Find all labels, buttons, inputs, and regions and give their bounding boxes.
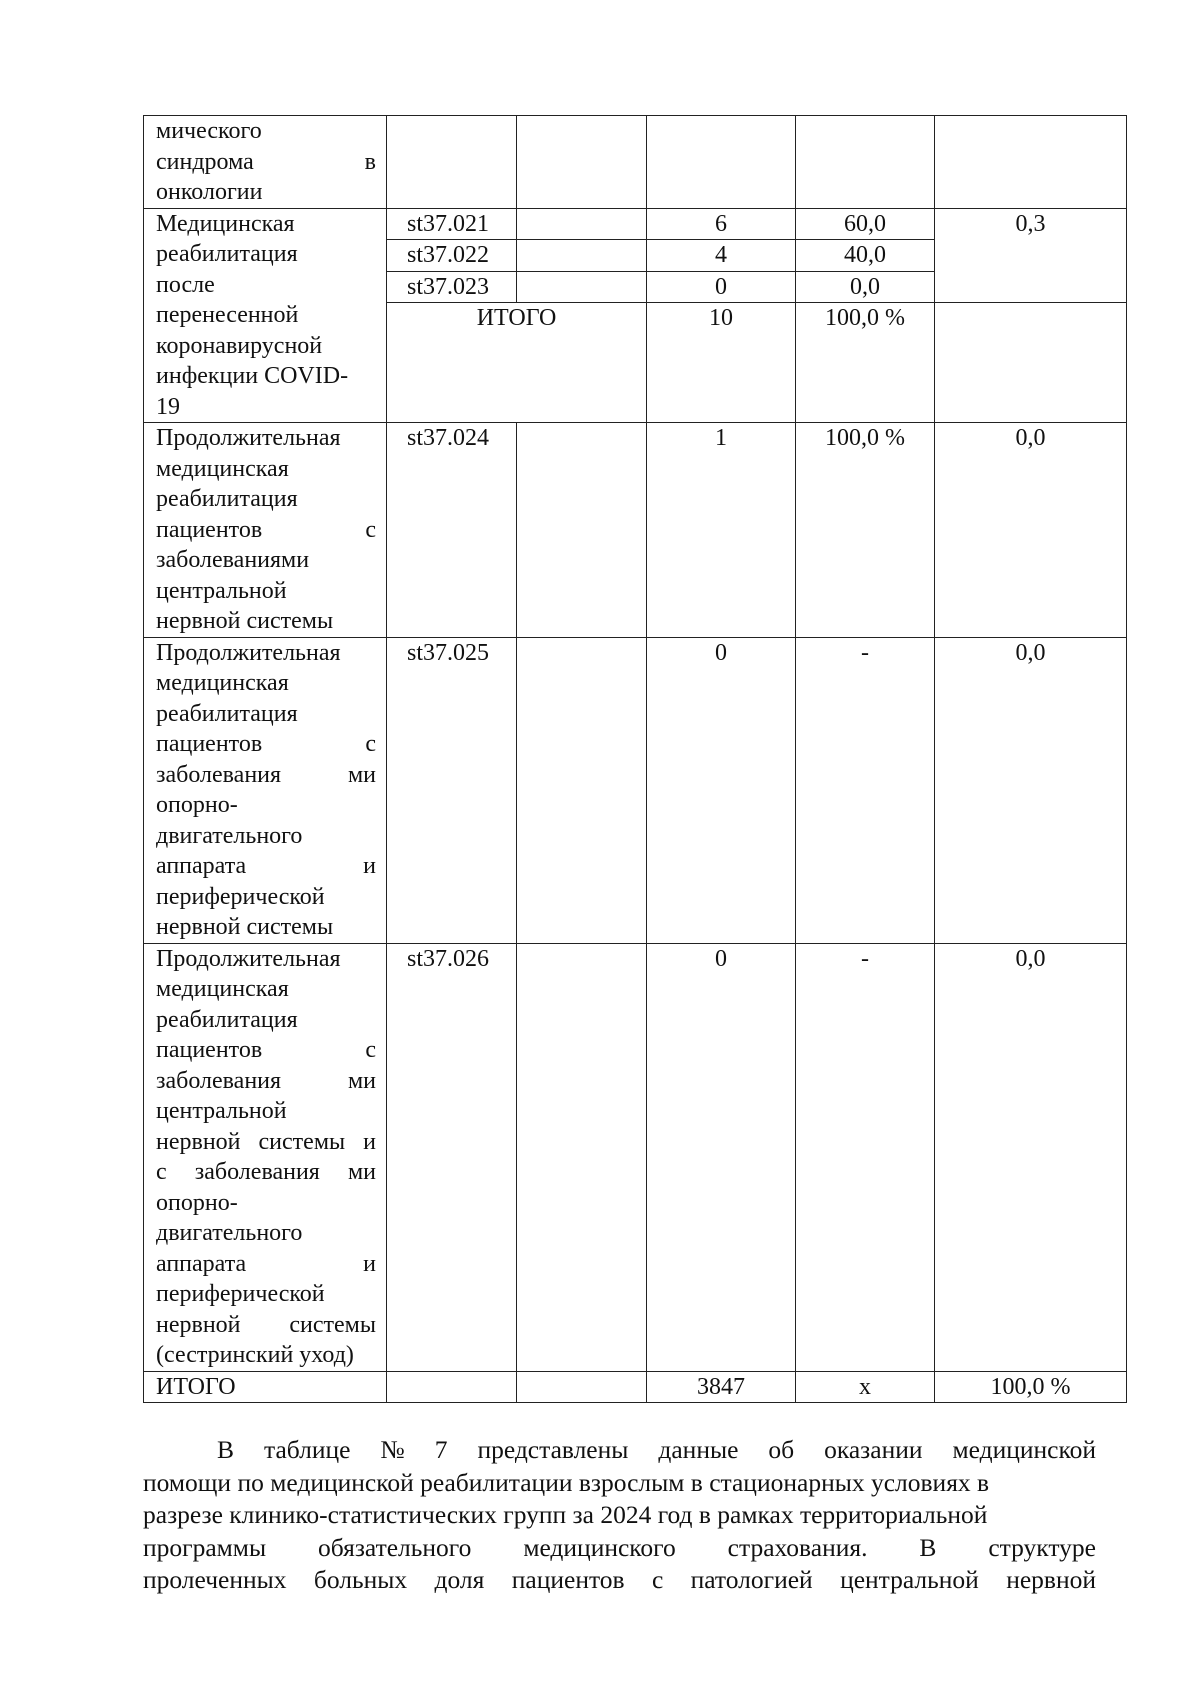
row-name-cell xyxy=(144,943,387,1371)
cell-text-line xyxy=(156,851,376,882)
subtotal-label: ИТОГО xyxy=(387,303,647,423)
total-share: 100,0 % xyxy=(935,1371,1127,1403)
cell-text-line xyxy=(156,147,376,178)
paragraph-word: программы xyxy=(143,1532,267,1562)
cell-text-line: реабилитация xyxy=(156,486,298,512)
paragraph-line xyxy=(143,1532,1096,1565)
cell-text-line: Продолжительная xyxy=(156,945,341,972)
cell-text-line: Медицинская xyxy=(156,210,295,237)
row-name-cell xyxy=(144,637,387,943)
ksg-table xyxy=(143,115,1127,1403)
paragraph-word: таблице xyxy=(263,1435,351,1464)
cell-word: заболевания xyxy=(156,761,282,788)
cell-text-line: опорно- xyxy=(156,792,238,818)
ksg-code: st37.024 xyxy=(387,423,517,638)
cell-text-line: центральной xyxy=(156,577,287,604)
cell-text-line: (сестринский уход) xyxy=(156,1342,354,1368)
paragraph-word: больных xyxy=(313,1565,408,1594)
subtotal-percent: 100,0 % xyxy=(796,303,935,423)
cell-text-line: Продолжительная xyxy=(156,639,341,666)
paragraph-word: патологией xyxy=(690,1565,813,1594)
cell-text-line xyxy=(156,729,376,760)
paragraph-word: № xyxy=(380,1435,405,1464)
paragraph-word: нервной xyxy=(1006,1565,1096,1594)
cell-text-line: периферической xyxy=(156,1281,325,1307)
paragraph-word: об xyxy=(768,1435,795,1464)
paragraph-word: представлены xyxy=(477,1435,629,1464)
paragraph-word: обязательного xyxy=(318,1532,472,1562)
table-row xyxy=(144,423,1127,638)
cell-text-line xyxy=(156,760,376,791)
paragraph-word: доля xyxy=(434,1565,485,1594)
paragraph-word: структуре xyxy=(988,1532,1096,1562)
paragraph-line xyxy=(143,1499,1096,1532)
table-total-row xyxy=(144,1371,1127,1403)
ksg-code: st37.023 xyxy=(387,271,517,303)
paragraph-word: пациентов xyxy=(511,1565,625,1594)
cell-text-line: коронавирусной xyxy=(156,332,323,359)
cell-text-line xyxy=(156,1310,376,1341)
cell-text-line: реабилитация xyxy=(156,241,298,267)
share-value: 0,3 xyxy=(935,208,1127,303)
ksg-code: st37.021 xyxy=(387,208,517,240)
paragraph-word: помощи по медицинской реабилитации взрослым в стационарных условиях в xyxy=(143,1467,990,1497)
cell-text-line xyxy=(156,1127,376,1158)
cell-word: нервной xyxy=(156,1311,241,1338)
case-count: 4 xyxy=(647,240,796,272)
ksg-code: st37.022 xyxy=(387,240,517,272)
cell-word: и xyxy=(363,1128,376,1155)
cell-word: с xyxy=(365,516,376,543)
case-count: 6 xyxy=(647,208,796,240)
cell-text-line: перенесенной xyxy=(156,302,299,328)
cell-text-line: центральной xyxy=(156,1098,287,1124)
cell-word: системы xyxy=(258,1128,346,1155)
paragraph-word: В xyxy=(919,1532,937,1562)
cell-text-line xyxy=(156,1066,376,1097)
cell-word: ми xyxy=(347,1067,376,1094)
cell-text-line: нервной системы xyxy=(156,914,334,940)
paragraph-line xyxy=(143,1434,1096,1467)
cell-text-line: опорно- xyxy=(156,1189,238,1216)
cell-word: пациентов xyxy=(156,731,263,757)
cell-text-line: двигательного xyxy=(156,1220,303,1246)
case-count: 1 xyxy=(647,423,796,638)
paragraph-word: В xyxy=(217,1435,235,1464)
paragraph-line xyxy=(143,1467,1096,1500)
cell-word: системы xyxy=(289,1311,376,1338)
paragraph-word: медицинского xyxy=(523,1532,676,1562)
share-value: 0,0 xyxy=(935,943,1127,1371)
table-row xyxy=(144,637,1127,943)
ksg-code: st37.026 xyxy=(387,943,517,1371)
cell-word: аппарата xyxy=(156,853,247,879)
cell-word: заболевания xyxy=(194,1159,320,1185)
percent-value: 100,0 % xyxy=(796,423,935,638)
cell-word: и xyxy=(363,853,376,879)
total-percent: х xyxy=(796,1371,935,1403)
subtotal-count: 10 xyxy=(647,303,796,423)
cell-text-line: после xyxy=(156,271,215,298)
cell-word: заболевания xyxy=(156,1067,282,1094)
paragraph-word: оказании xyxy=(824,1435,923,1464)
cell-word: пациентов xyxy=(156,516,263,543)
cell-text-line: заболеваниями xyxy=(156,547,310,573)
percent-value: 0,0 xyxy=(796,271,935,303)
cell-word: с xyxy=(365,731,376,757)
paragraph-word: пролеченных xyxy=(143,1565,287,1594)
cell-word: в xyxy=(364,148,376,175)
total-label: ИТОГО xyxy=(144,1371,387,1403)
cell-word: ми xyxy=(347,761,376,788)
total-count: 3847 xyxy=(647,1371,796,1403)
cell-text-line: медицинская xyxy=(156,670,289,696)
table-row xyxy=(144,208,1127,240)
paragraph-line xyxy=(143,1564,1096,1597)
paragraph-word: разрезе клинико-статистических групп за 2024 год в рамках территориальной xyxy=(143,1500,988,1529)
cell-text-line: мического xyxy=(156,118,262,144)
cell-text-line xyxy=(156,1035,376,1066)
cell-word: синдрома xyxy=(156,148,254,175)
row-name-cell xyxy=(144,116,387,209)
percent-value: 40,0 xyxy=(796,240,935,272)
paragraph-word: 7 xyxy=(434,1435,448,1464)
row-name-cell xyxy=(144,208,387,423)
cell-text-line xyxy=(156,1249,376,1280)
table-row xyxy=(144,943,1127,1371)
cell-word: с xyxy=(365,1037,376,1063)
paragraph-word: центральной xyxy=(840,1565,979,1594)
percent-value: 60,0 xyxy=(796,208,935,240)
cell-word: и xyxy=(363,1250,376,1277)
cell-text-line: нервной системы xyxy=(156,608,334,634)
row-name-cell xyxy=(144,423,387,638)
cell-text-line xyxy=(156,1157,376,1188)
cell-word: аппарата xyxy=(156,1250,247,1277)
cell-text-line: реабилитация xyxy=(156,1006,298,1033)
percent-value: - xyxy=(796,637,935,943)
paragraph-word: медицинской xyxy=(952,1435,1096,1464)
table-row xyxy=(144,116,1127,209)
percent-value: - xyxy=(796,943,935,1371)
cell-text-line: онкологии xyxy=(156,179,263,205)
cell-text-line: двигательного xyxy=(156,822,303,849)
cell-word: нервной xyxy=(156,1128,241,1155)
cell-word: ми xyxy=(347,1159,376,1185)
cell-text-line: Продолжительная xyxy=(156,425,341,451)
case-count: 0 xyxy=(647,637,796,943)
cell-text-line: медицинская xyxy=(156,976,289,1002)
cell-word: с xyxy=(156,1159,167,1185)
case-count: 0 xyxy=(647,271,796,303)
cell-text-line: периферической xyxy=(156,883,325,910)
share-value: 0,0 xyxy=(935,423,1127,638)
cell-text-line: инфекции COVID- xyxy=(156,363,349,389)
share-value: 0,0 xyxy=(935,637,1127,943)
cell-text-line xyxy=(156,515,376,546)
cell-text-line: реабилитация xyxy=(156,700,298,727)
cell-text-line: медицинская xyxy=(156,455,289,482)
ksg-code: st37.025 xyxy=(387,637,517,943)
case-count: 0 xyxy=(647,943,796,1371)
cell-word: пациентов xyxy=(156,1037,263,1063)
cell-text-line: 19 xyxy=(156,393,180,420)
paragraph-word: страхования. xyxy=(727,1532,868,1562)
paragraph-word: данные xyxy=(658,1435,739,1464)
body-paragraph xyxy=(143,1434,1096,1597)
paragraph-word: с xyxy=(651,1565,664,1594)
